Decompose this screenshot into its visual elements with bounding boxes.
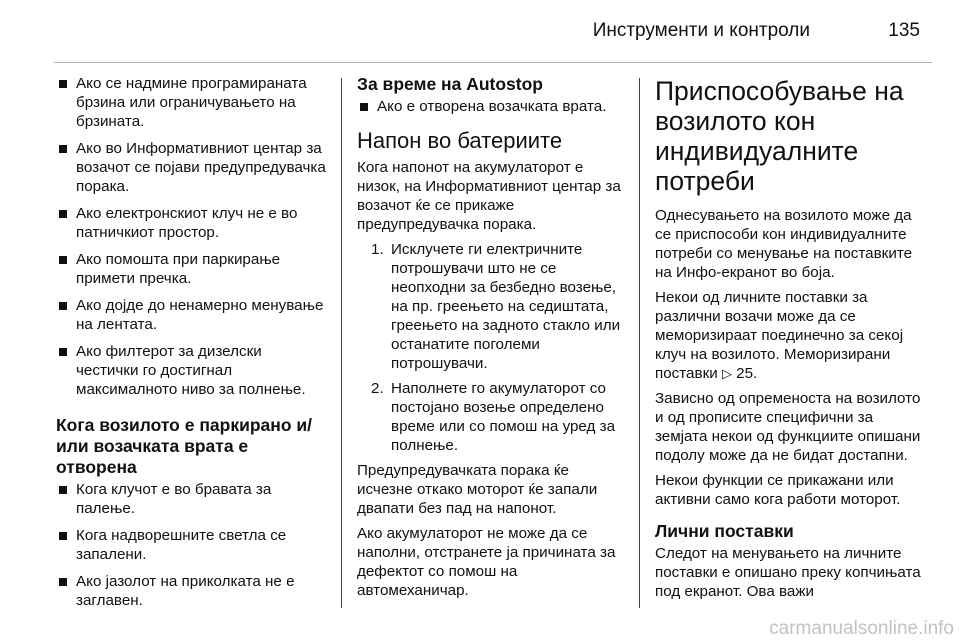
step-text: Исклучете ги електричните потрошувачи што не се неопходни за безбедно возење, на пр. греењето на седиштата, греењето на задното стакло или останатите поголеми потрошувачи. — [391, 241, 621, 372]
watermark: carmanualsonline.info — [769, 618, 954, 639]
list-item: Ако е отворена возачката врата. — [357, 97, 625, 116]
step-number: 1. — [371, 241, 384, 258]
section-heading: За време на Autostop — [357, 74, 543, 94]
bullet-list — [56, 74, 328, 399]
list-item: Ако дојде до ненамерно менување на лентата. — [56, 296, 328, 334]
section-heading: Кога возилото е паркирано и/или возачката врата е отворена — [56, 415, 312, 477]
column-2 — [357, 74, 625, 606]
column-divider — [639, 78, 640, 608]
section-heading: Приспособување на возилото кон индивидуалните потреби — [655, 76, 904, 196]
list-item: Ако филтерот за дизелски честички го достигнал максималното ниво за полнење. — [56, 342, 328, 399]
page-reference-icon[interactable]: ▷ — [721, 366, 732, 381]
list-item: Кога клучот е во бравата за палење. — [56, 480, 328, 518]
page-number: 135 — [888, 20, 920, 41]
section-subheading: Лични поставки — [655, 521, 794, 541]
paragraph: Ако акумулаторот не може да се наполни, отстранете ја причината за дефектот со помош на автомеханичар. — [357, 525, 616, 599]
list-item: Ако во Информативниот центар за возачот се појави предупредувачка порака. — [56, 139, 328, 196]
list-item: Кога надворешните светла се запалени. — [56, 526, 328, 564]
header-rule — [54, 62, 932, 63]
header-title: Инструменти и контроли — [592, 20, 810, 41]
paragraph: Зависно од опременоста на возилото и од прописите специфични за земјата некои од функциите опишани подолу може да не бидат достапни. — [655, 390, 921, 464]
list-item: Ако електронскиот клуч не е во патничкиот простор. — [56, 204, 328, 242]
column-divider — [341, 78, 342, 608]
paragraph-text: Некои од личните поставки за различни возачи може да се меморизираат поединечно за секој клуч на возилото. Меморизирани поставки — [655, 289, 904, 382]
paragraph: Предупредувачката порака ќе исчезне откако моторот ќе запали двапати без пад на напонот. — [357, 462, 598, 517]
numbered-list — [357, 240, 625, 455]
step-number: 2. — [371, 380, 384, 397]
column-3 — [655, 74, 927, 607]
list-item: Ако помошта при паркирање примети пречка. — [56, 250, 328, 288]
bullet-list — [357, 97, 625, 116]
paragraph — [655, 288, 927, 383]
paragraph: Кога напонот на акумулаторот е низок, на Информативниот центар за возачот ќе се прикаже предупредувачка порака. — [357, 159, 621, 233]
section-heading: Напон во батериите — [357, 128, 563, 153]
paragraph: Однесувањето на возилото може да се приспособи кон индивидуалните потреби со менување на поставките на Инфо-екранот во боја. — [655, 207, 913, 281]
paragraph: Некои функции се прикажани или активни само кога работи моторот. — [655, 472, 901, 508]
list-item — [357, 379, 625, 455]
list-item: Ако се надмине програмираната брзина или ограничувањето на брзината. — [56, 74, 328, 131]
list-item — [357, 240, 625, 373]
list-item: Ако јазолот на приколката не е заглавен. — [56, 572, 328, 610]
paragraph: Следот на менувањето на личните поставки е опишано преку копчињата под екранот. Ова важи — [655, 545, 921, 600]
bullet-list — [56, 480, 328, 610]
page-reference[interactable]: 25. — [731, 365, 758, 382]
column-1 — [56, 74, 328, 618]
step-text: Наполнете го акумулаторот со постојано возење определено време или со помош на уред за полнење. — [391, 380, 616, 454]
